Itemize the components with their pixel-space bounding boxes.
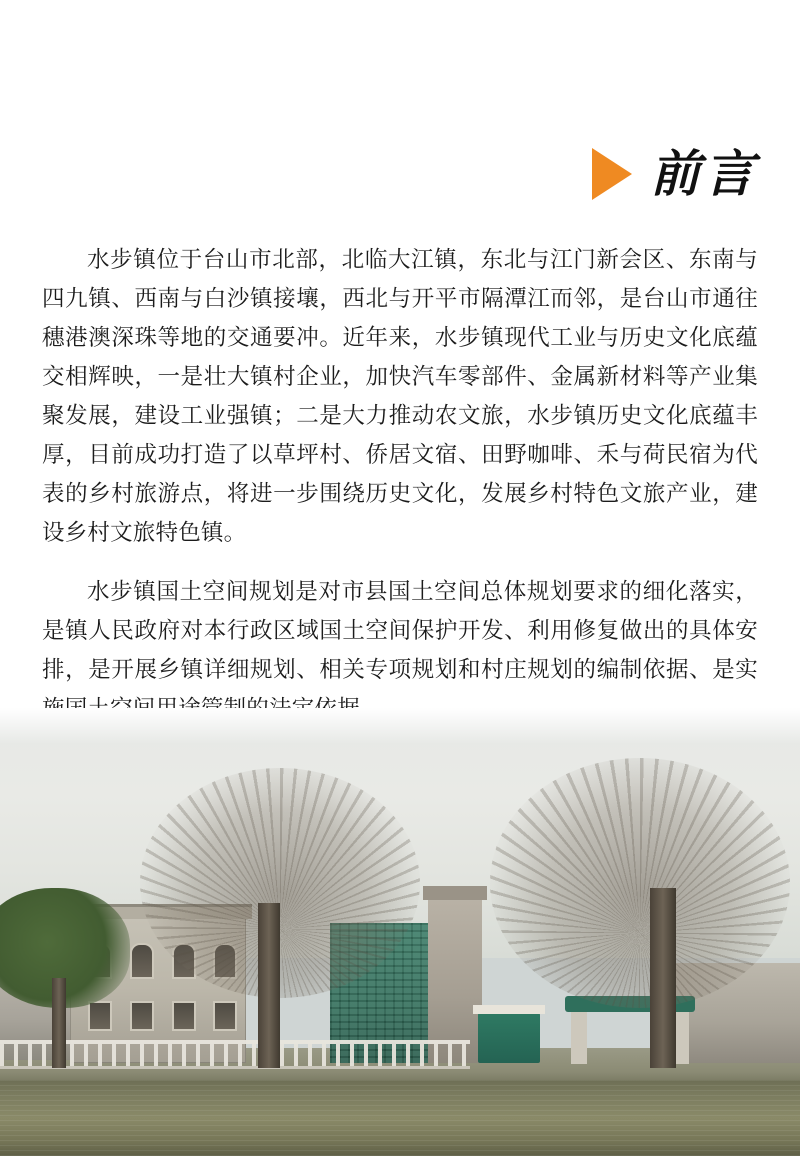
photo-tree-trunk — [650, 888, 676, 1068]
section-title-row — [592, 148, 758, 200]
triangle-marker-icon — [592, 148, 632, 200]
photo-bare-tree-left — [130, 768, 430, 1068]
photo-green-tree-left — [0, 888, 120, 1068]
section-title: 前言 — [650, 146, 758, 202]
photo-tree-canopy — [140, 768, 420, 998]
paragraph-2: 水步镇国土空间规划是对市县国土空间总体规划要求的细化落实，是镇人民政府对本行政区域国土空间保护开发、利用修复做出的具体安排，是开展乡镇详细规划、相关专项规划和村庄规划的编制依据、是实 — [42, 579, 758, 682]
photo-tree-canopy — [490, 758, 790, 1008]
body-copy — [42, 240, 758, 748]
photo-bare-tree-right — [470, 758, 800, 1068]
photo-river-water — [0, 1080, 800, 1156]
photo-tree-trunk — [52, 978, 66, 1068]
photo-top-fade — [0, 708, 800, 744]
paragraph-1: 水步镇位于台山市北部，北临大江镇，东北与江门新会区、东南与四九镇、西南与白沙镇接壤，西北与开平市隔潭江而邻，是台山市通往穗港澳深珠等地的交通要冲。近年来，水步镇现代工业与历史文化底蕴交相辉映，一是壮大镇村企业，加快汽车零部件、金属新材料等产业集聚发展，建设工业强镇；二是大力推动农文旅，水步镇历史文化底蕴丰厚，目前成功打造了以草坪村、侨居文宿、田野咖啡、禾与荷民宿为代表的乡村旅游点，将进一步围绕历史文化，发展乡村特色文旅产业，建设乡村文旅特色镇。 — [42, 247, 758, 545]
landscape-photo — [0, 708, 800, 1156]
photo-tree-trunk — [258, 903, 280, 1068]
